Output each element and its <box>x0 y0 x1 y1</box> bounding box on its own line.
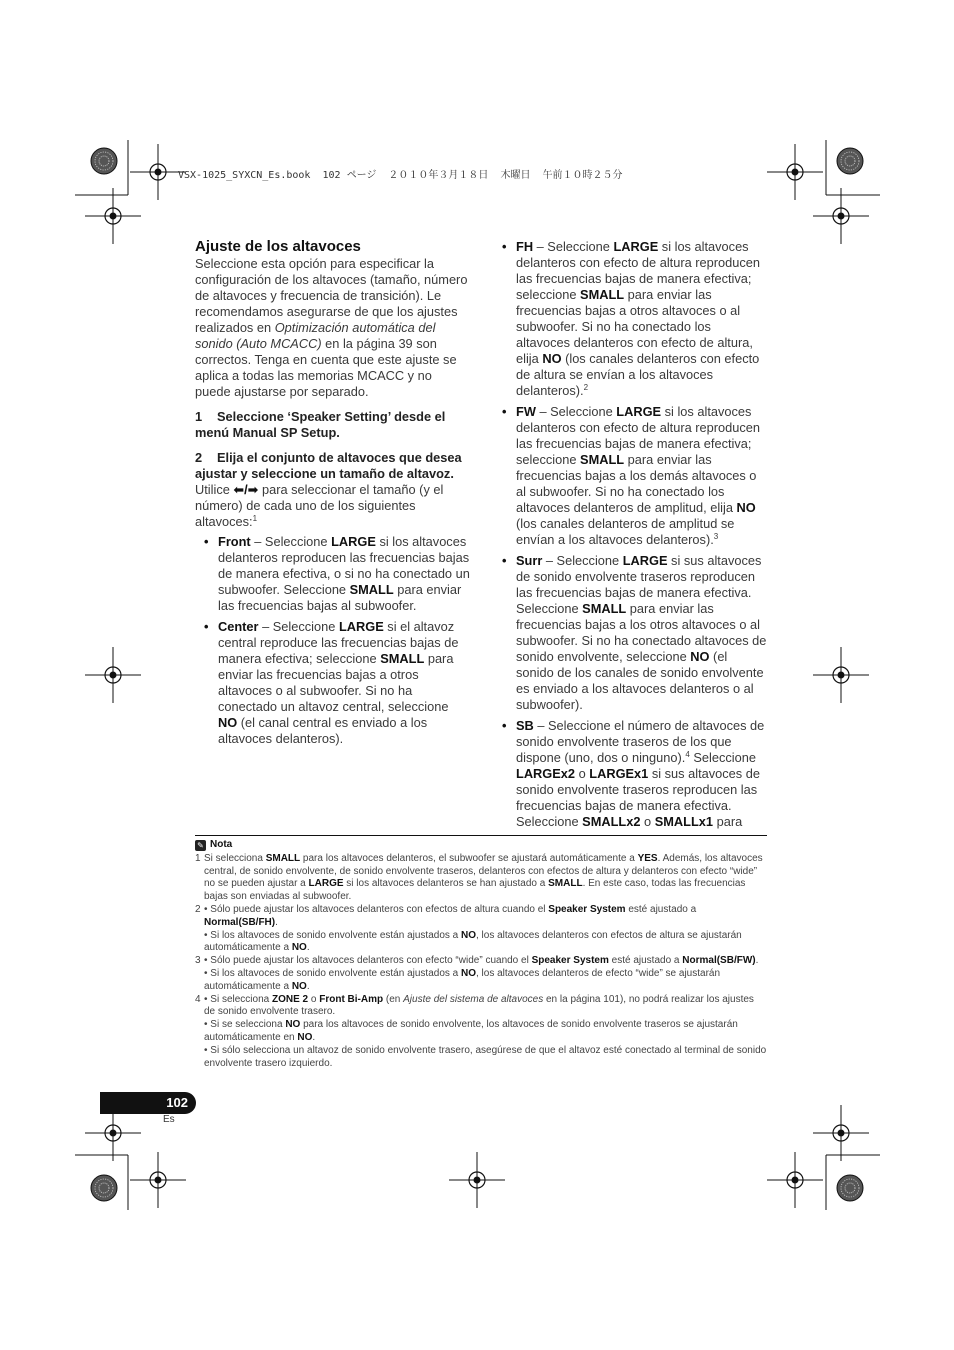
speaker-item-surr: • Surr – Seleccione LARGE si sus altavoces de sonido envolvente traseros reproducen las frecuencias bajas de manera efectiva. Seleccione SMALL para enviar las frecuencias bajas a los otros altavoces o al subwoofer. Si no ha conectado altavoces de sonido envolvente, seleccione NO (el sonido de los canales de sonido envolvente es enviado a los altavoces delanteros o al subwoofer). <box>502 553 767 712</box>
section-title: Ajuste de los altavoces <box>195 238 361 255</box>
note-3a: 3 • Sólo puede ajustar los altavoces delanteros con efecto “wide” cuando el Speaker System esté ajustado a Normal(SB/FW). <box>195 955 759 967</box>
note-4b: • Si se selecciona NO para los altavoces de sonido envolvente, los altavoces de sonido envolvente traseros se ajustarán automáticamente en NO. <box>204 1019 738 1043</box>
running-head: VSX-1025_SYXCN_Es.book 102 ページ ２０１０年３月１８日 木曜日 午前１０時２５分 <box>178 170 623 181</box>
note-2b: • Si los altavoces de sonido envolvente están ajustados a NO, los altavoces delanteros con efectos de altura se ajustarán automáticamente a NO. <box>204 929 742 954</box>
step-2: 2 Elija el conjunto de altavoces que desea ajustar y seleccione un tamaño de altavoz. <box>195 450 462 481</box>
speaker-item-front: • Front – Seleccione LARGE si los altavoces delanteros reproducen las frecuencias bajas de manera efectiva, o si no ha conectado un subwoofer. Seleccione SMALL para enviar las frecuencias bajas al subwoofer. <box>204 534 470 613</box>
notes-section <box>195 835 767 1070</box>
speaker-item-fw: • FW – Seleccione LARGE si los altavoces delanteros con efecto de altura reproducen las frecuencias bajas de manera efectiva; seleccione SMALL para enviar las frecuencias bajas a los demás altavoces o al subwoofer. Si no ha conectado los altavoces delanteros de amplitud, elija NO (los canales delanteros de amplitud se envían a los altavoces delanteros).$^3$ <box>502 404 761 547</box>
note-icon: ✎ <box>195 840 206 851</box>
notes-heading: ✎ Nota <box>195 839 767 852</box>
speaker-item-center: • Center – Seleccione LARGE si el altavoz central reproduce las frecuencias bajas de manera efectiva; seleccione SMALL para enviar las frecuencias bajas a otros altavoces o al subwoofer. Si no ha conectado un altavoz central, seleccione NO (el canal central es enviado a los altavoces delanteros). <box>204 619 459 746</box>
language-code: Es <box>163 1114 175 1125</box>
note-3b: • Si los altavoces de sonido envolvente están ajustados a NO, los altavoces delanteros de efecto “wide” se ajustarán automáticamente a NO. <box>204 967 721 992</box>
left-column <box>195 238 470 747</box>
note-4a: 4 • Si selecciona ZONE 2 o Front Bi-Amp (en Ajuste del sistema de altavoces en la página 101), no podrá realizar los ajustes de sonido envolvente trasero. <box>195 993 754 1018</box>
step-1: 1 Seleccione ‘Speaker Setting’ desde el menú Manual SP Setup. <box>195 409 446 440</box>
note-4c: • Si sólo selecciona un altavoz de sonido envolvente trasero, asegúrese de que el altavoz esté conectado al terminal de sonido envolvente trasero izquierdo. <box>204 1044 767 1069</box>
intro-paragraph: Seleccione esta opción para especificar la configuración de los altavoces (tamaño, número de altavoces y frecuencia de transición). Le recomendamos asegurarse de que los ajustes realizados en Optimización automática del sonido (Auto MCACC) en la página 39 son correctos. Tenga en cuenta que este ajuste se aplica a todas las memorias MCACC y no puede ajustarse por separado. <box>195 256 468 399</box>
page-number: 102 <box>100 1092 196 1114</box>
note-2a: 2 • Sólo puede ajustar los altavoces delanteros con efectos de altura cuando el Speaker System esté ajustado a Normal(SB/FH). <box>195 903 697 928</box>
speaker-item-fh: • FH – Seleccione LARGE si los altavoces delanteros con efecto de altura reproducen las frecuencias bajas de manera efectiva; seleccione SMALL para enviar las frecuencias bajas a otros altavoces o al subwoofer. Si no ha conectado los altavoces delanteros con efecto de altura, elija NO (los canales delanteros con efecto de altura se envían a los altavoces delanteros).$^2$ <box>502 239 761 398</box>
step-2-body: Utilice ⬅/➡ para seleccionar el tamaño (y el número) de cada uno de los siguientes altavoces:$^1$ <box>195 482 444 529</box>
arrow-keys-icon: ⬅/➡ <box>233 482 259 497</box>
right-column <box>502 239 768 830</box>
note-1: 1 Si selecciona SMALL para los altavoces delanteros, el subwoofer se ajustará automáticamente a YES. Además, los altavoces central, de sonido envolvente, de sonido envolvente traseros, delanteros con efectos de altura y delanteros con efecto “wide” no se pueden ajustar a LARGE si los altavoces delanteros se han ajustado a SMALL. En este caso, todas las frecuencias bajas son enviadas al subwoofer. <box>195 852 763 903</box>
speaker-item-sb: • SB – Seleccione el número de altavoces de sonido envolvente traseros de los que dispone (uno, dos o ninguno).$^4$ Seleccione LARGEx2 o LARGEx1 si sus altavoces de sonido envolvente traseros reproducen las frecuencias bajas de manera efectiva. Seleccione SMALLx2 o SMALLx1 para <box>502 718 765 829</box>
